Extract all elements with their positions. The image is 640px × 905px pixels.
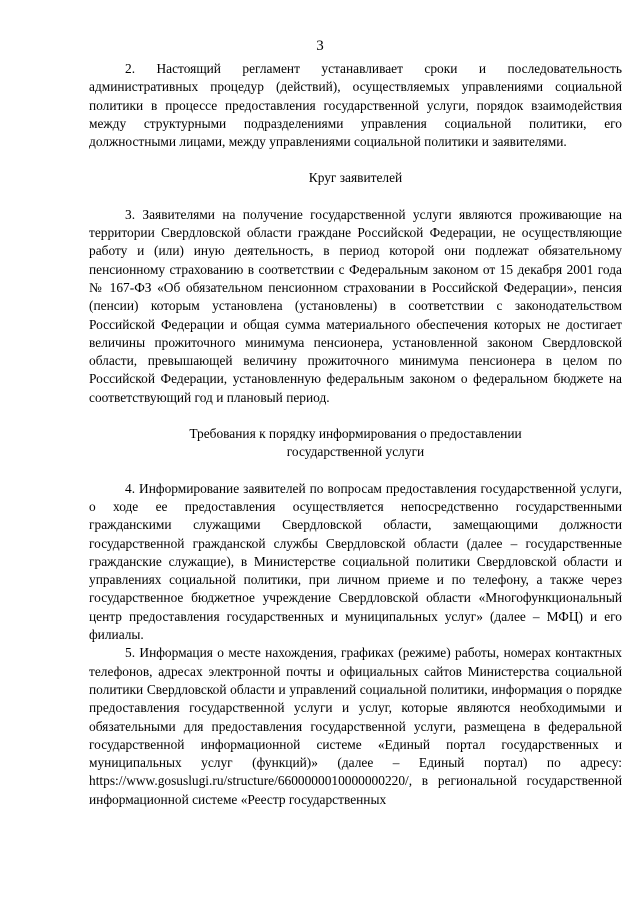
- page-number: 3: [316, 38, 324, 54]
- paragraph-5: 5. Информация о месте нахождения, графиках (режиме) работы, номерах контактных телефонов, адресах электронной почты и официальных сайтов Министерства социальной политики Свердловской области и управлений социальной политики, информация о порядке предоставления государственной услуги и услуг, которые являются необходимыми и обязательными для предоставления государственной услуги, размещена в федеральной государственной информационной системе «Единый портал государственных и муниципальных услуг (функций)» (далее – Единый портал) по адресу: https://www.gosuslugi.ru/structure/6600000010000000220/, в региональной государственной информационной системе «Реестр государственных: [89, 645, 622, 807]
- heading-applicants: Круг заявителей: [308, 170, 403, 186]
- paragraph-3: 3. Заявителями на получение государственной услуги являются проживающие на территории Свердловской области граждане Российской Федерации, не осуществляющие работу и (или) иную деятельность, в период которой они подлежат обязательному пенсионному страхованию в соответствии с Федеральным законом от 15 декабря 2001 года № 167-ФЗ «Об обязательном пенсионном страховании в Российской Федерации», пенсия (пенсии) которым установлена (установлены) в соответствии с законодательством Российской Федерации и общая сумма материального обеспечения которых не достигает величины прожиточного минимума пенсионера, установленной законом Свердловской области, превышающей величину прожиточного минимума пенсионера в целом по Российской Федерации, установленную федеральным законом о федеральном бюджете на соответствующий год и плановый период.: [89, 206, 622, 405]
- spacer: [89, 151, 622, 169]
- heading-information-line-2: государственной услуги: [286, 444, 425, 460]
- paragraph-4: 4. Информирование заявителей по вопросам предоставления государственной услуги, о ходе ее предоставления осуществляется непосредственно государственными гражданскими служащими Свердловской области, замещающими должности государственной гражданской службы Свердловской области (далее – государственные гражданские служащие), в Министерстве социальной политики Свердловской области и управлениях социальной политики, при личном приеме и по телефону, а также через государственное бюджетное учреждение Свердловской области «Многофункциональный центр предоставления государственных и муниципальных услуг» (далее – МФЦ) и его филиалы.: [89, 480, 622, 643]
- spacer: [89, 407, 622, 425]
- heading-information-line-1: Требования к порядку информирования о предоставлении: [189, 426, 522, 442]
- document-body: [89, 60, 622, 809]
- paragraph-2: 2. Настоящий регламент устанавливает сроки и последовательность административных процедур (действий), осуществляемых управлениями социальной политики в процессе предоставления государственной услуги, порядок взаимодействия между структурными подразделениями управления социальной политики, его должностными лицами, между управлениями социальной политики и заявителями.: [89, 61, 622, 150]
- spacer: [89, 462, 622, 480]
- spacer: [89, 188, 622, 206]
